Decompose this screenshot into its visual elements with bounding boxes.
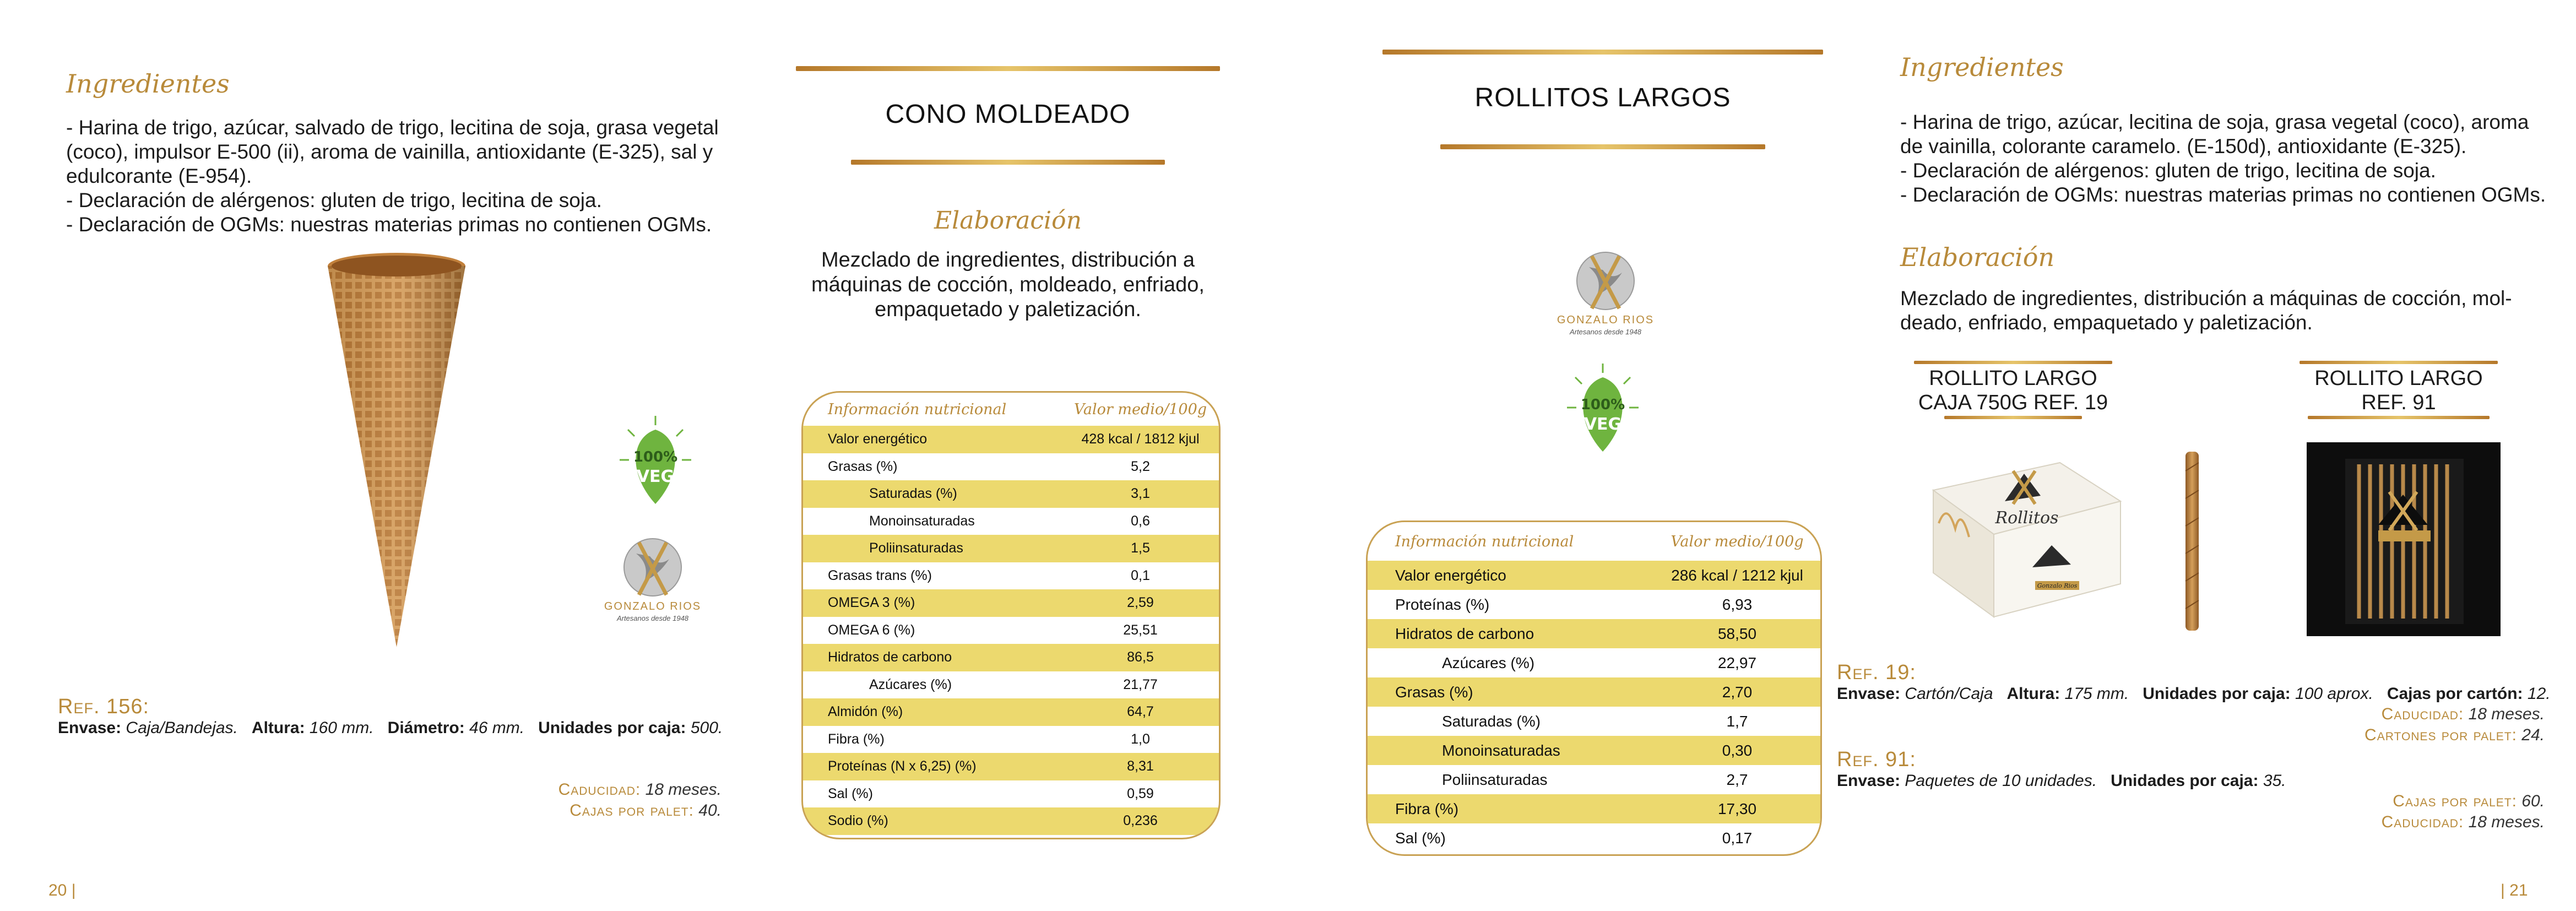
table-row [803,508,1219,535]
row-value: 2,70 [1722,683,1753,701]
row-value: 58,50 [1717,625,1757,642]
ingredients-line: (coco), impulsor E-500 (ii), aroma de vainilla, antioxidante (E-325), sal y [66,140,713,163]
row-label: OMEGA 6 (%) [828,622,915,638]
spec-value: 175 mm. [2064,685,2129,703]
row-label: Proteínas (N x 6,25) (%) [828,758,977,774]
table-header [1368,522,1820,561]
spec-value: Caja/Bandejas. [126,719,238,737]
row-label: Saturadas (%) [869,486,957,502]
cajas-palet-value: 40. [698,801,722,820]
product1-line1: ROLLITO LARGO [1929,367,2097,390]
row-value: 2,59 [1127,595,1154,611]
row-value: 1,5 [1131,540,1150,556]
spec-label: Altura: [2006,685,2060,703]
ingredients-line: edulcorante (E-954). [66,165,252,187]
table-row [803,562,1219,590]
ref-19-logistics [2258,704,2545,746]
row-value: 5,2 [1131,458,1150,474]
brand-tagline: Artesanos desde 1948 [1569,328,1642,336]
spec-label: Unidades por caja: [2111,772,2259,790]
row-label: Monoinsaturadas [869,513,975,529]
ingredients-line: - Declaración de alérgenos: gluten de trigo, lecitina de soja. [1900,159,2436,182]
rollitos-box-image [1922,441,2132,628]
table-row [803,453,1219,481]
row-value: 25,51 [1123,622,1158,638]
ref-91-spec [1837,770,2553,792]
veg-bottom-text: VEG [1583,415,1622,434]
table-row [803,480,1219,508]
elaboracion-line: empaquetado y paletización. [875,298,1141,321]
cono-elaboracion-text [771,248,1245,322]
rollitos-nutrition-table [1366,520,1822,856]
elaboracion-line: máquinas de cocción, moldeado, enfriado, [811,273,1205,296]
row-label: Fibra (%) [1395,800,1459,817]
rollito-stick-image [2181,449,2203,633]
ingredients-heading-right: Ingredientes [1900,52,2064,82]
ref-19-spec [1837,683,2553,705]
product1-line2: CAJA 750G REF. 19 [1918,391,2108,414]
ref-156-logistics [441,779,722,821]
veg-top-text: 100% [633,449,678,465]
row-value: 21,77 [1123,676,1158,692]
spec-label: Envase: [1837,772,1901,790]
row-label: Grasas (%) [828,458,898,474]
spec-label: Envase: [58,719,122,737]
cajas-palet-label: Cajas por palet: [570,801,694,820]
elaboracion-heading-right: Elaboración [1900,242,2055,272]
elaboracion-line: deado, enfriado, empaquetado y paletización. [1900,311,2313,334]
rollitos-title: ROLLITOS LARGOS [1474,83,1731,112]
row-label: Valor energético [828,431,928,447]
row-value: 8,31 [1127,758,1154,774]
table-row [1368,648,1820,677]
row-label: Proteínas (%) [1395,595,1490,613]
page-number-text: 20 [48,881,67,899]
veg-badge-icon [617,413,694,512]
divider-line [1944,416,2082,419]
table-row [1368,590,1820,619]
divider-line [1382,50,1823,55]
veg-badge-icon [1564,361,1641,460]
table-row [1368,619,1820,648]
ref-91-label: Ref. 91: [1837,748,1916,771]
spec-value: 500. [690,719,723,737]
row-label: Almidón (%) [828,704,903,720]
cono-nutrition-table [801,391,1221,839]
spec-value: 46 mm. [469,719,525,737]
page-number-right: | 21 [2501,881,2528,899]
spec-value: Paquetes de 10 unidades. [1905,772,2097,790]
row-label: Hidratos de carbono [1395,625,1534,642]
row-value: 428 kcal / 1812 kjul [1081,431,1200,447]
brand-globe-icon [620,537,686,598]
elaboracion-text-right [1900,286,2550,335]
product2-line1: ROLLITO LARGO [2314,367,2483,390]
ingredients-line: de vainilla, colorante caramelo. (E-150d), antioxidante (E-325). [1900,135,2467,158]
spec-value: 12. [2527,685,2551,703]
row-label: Fibra (%) [828,731,885,747]
table-row [1368,707,1820,736]
row-label: Sodio (%) [828,813,888,829]
ingredients-line: - Harina de trigo, azúcar, salvado de trigo, lecitina de soja, grasa vegetal [66,116,719,139]
row-value: 17,30 [1717,800,1757,817]
row-value: 0,30 [1722,741,1753,759]
table-row [803,780,1219,808]
row-value: 0,1 [1131,567,1150,583]
table-header-right: Valor medio/100g [1073,400,1207,418]
row-label: Grasas (%) [1395,683,1473,701]
row-label: Hidratos de carbono [828,649,952,665]
page-number-text: 21 [2509,881,2528,899]
table-row [1368,794,1820,823]
spec-label: Envase: [1837,685,1901,703]
caducidad-value: 18 meses. [2468,705,2545,723]
row-label: Sal (%) [1395,829,1446,847]
caducidad-value: 18 meses. [645,780,722,799]
page-number-left: 20 | [48,881,76,899]
table-row [803,617,1219,644]
row-value: 0,6 [1131,513,1150,529]
ingredients-line: - Declaración de OGMs: nuestras materias primas no contienen OGMs. [66,213,712,236]
row-label: OMEGA 3 (%) [828,595,915,611]
table-row [1368,823,1820,853]
cone-image [314,251,479,653]
spec-label: Unidades por caja: [538,719,686,737]
ingredients-text-right [1900,110,2550,207]
product1-title [1895,366,2132,415]
table-header-right: Valor medio/100g [1671,533,1804,550]
row-value: 6,93 [1722,595,1753,613]
ref-156-spec [58,717,746,739]
caducidad-label: Caducidad: [2381,705,2464,723]
row-value: 0,59 [1127,785,1154,801]
ingredients-line: - Harina de trigo, azúcar, lecitina de soja, grasa vegetal (coco), aroma [1900,111,2529,133]
table-row [803,644,1219,671]
table-row [803,807,1219,835]
row-value: 286 kcal / 1212 kjul [1671,566,1803,584]
cono-elaboracion-heading: Elaboración [934,207,1082,235]
spec-value: 160 mm. [309,719,374,737]
brand-tagline: Artesanos desde 1948 [616,614,689,622]
row-value: 22,97 [1717,654,1757,671]
ref-156-label: Ref. 156: [58,695,150,718]
row-value: 3,1 [1131,486,1150,502]
table-row [1368,561,1820,590]
spec-label: Diámetro: [387,719,465,737]
brand-name: GONZALO RIOS [604,600,702,612]
table-row [803,698,1219,726]
row-label: Azúcares (%) [869,676,952,692]
brand-globe-icon [1572,251,1639,311]
rollitos-package-image [2307,442,2501,636]
cajas-palet-label: Cajas por palet: [2393,792,2517,810]
table-row [803,426,1219,453]
ingredients-line: - Declaración de OGMs: nuestras materias primas no contienen OGMs. [1900,183,2546,206]
row-value: 1,0 [1131,731,1150,747]
brand-name: GONZALO RIOS [1557,314,1655,326]
ingredients-heading-left: Ingredientes [66,69,230,99]
row-value: 86,5 [1127,649,1154,665]
cartones-palet-value: 24. [2521,726,2545,744]
divider-line [1914,361,2112,364]
row-label: Azúcares (%) [1442,654,1535,671]
elaboracion-line: Mezclado de ingredientes, distribución a [821,248,1195,272]
table-row [803,535,1219,562]
row-label: Poliinsaturadas [1442,771,1548,788]
spec-value: 100 aprox. [2295,685,2373,703]
ingredients-text-left [66,116,722,237]
cajas-palet-value: 60. [2521,792,2545,810]
caducidad-value: 18 meses. [2468,813,2545,831]
cartones-palet-label: Cartones por palet: [2365,726,2517,744]
row-value: 0,236 [1123,813,1158,829]
spec-label: Altura: [251,719,305,737]
spec-label: Cajas por cartón: [2387,685,2523,703]
table-header-left: Información nutricional [1395,533,1574,550]
product2-line2: REF. 91 [2361,391,2436,414]
spec-value: 35. [2263,772,2286,790]
ref-19-label: Ref. 19: [1837,661,1916,684]
spec-label: Unidades por caja: [2143,685,2291,703]
table-row [1368,677,1820,707]
divider-line [2308,416,2490,419]
table-row [1368,736,1820,765]
product2-title [2280,366,2517,415]
divider-line [2300,361,2498,364]
row-label: Monoinsaturadas [1442,741,1560,759]
row-label: Poliinsaturadas [869,540,963,556]
table-row [803,589,1219,617]
table-row [803,671,1219,699]
table-row [1368,765,1820,794]
divider-line [796,66,1220,71]
box-label-text: Rollitos [1995,508,2059,528]
row-value: 0,17 [1722,829,1753,847]
box-brand-text: Gonzalo Rios [2037,582,2078,589]
cono-title: CONO MOLDEADO [885,100,1131,129]
ingredients-line: - Declaración de alérgenos: gluten de trigo, lecitina de soja. [66,189,602,212]
divider-line [1440,144,1765,149]
row-value: 2,7 [1726,771,1748,788]
table-body [803,426,1219,835]
veg-top-text: 100% [1580,397,1625,413]
ref-91-logistics [2258,791,2545,833]
row-label: Valor energético [1395,566,1506,584]
elaboracion-line: Mezclado de ingredientes, distribución a máquinas de cocción, mol- [1900,287,2512,310]
table-row [803,753,1219,780]
divider-line [851,160,1165,165]
spec-value: Cartón/Caja [1905,685,1993,703]
veg-bottom-text: VEG [636,467,675,486]
row-value: 1,7 [1726,712,1748,730]
table-header [803,393,1219,426]
row-value: 64,7 [1127,704,1154,720]
table-body [1368,561,1820,853]
table-row [803,726,1219,753]
caducidad-label: Caducidad: [558,780,641,799]
table-header-left: Información nutricional [828,400,1007,418]
row-label: Saturadas (%) [1442,712,1541,730]
row-label: Sal (%) [828,785,873,801]
row-label: Grasas trans (%) [828,567,932,583]
caducidad-label: Caducidad: [2381,813,2464,831]
